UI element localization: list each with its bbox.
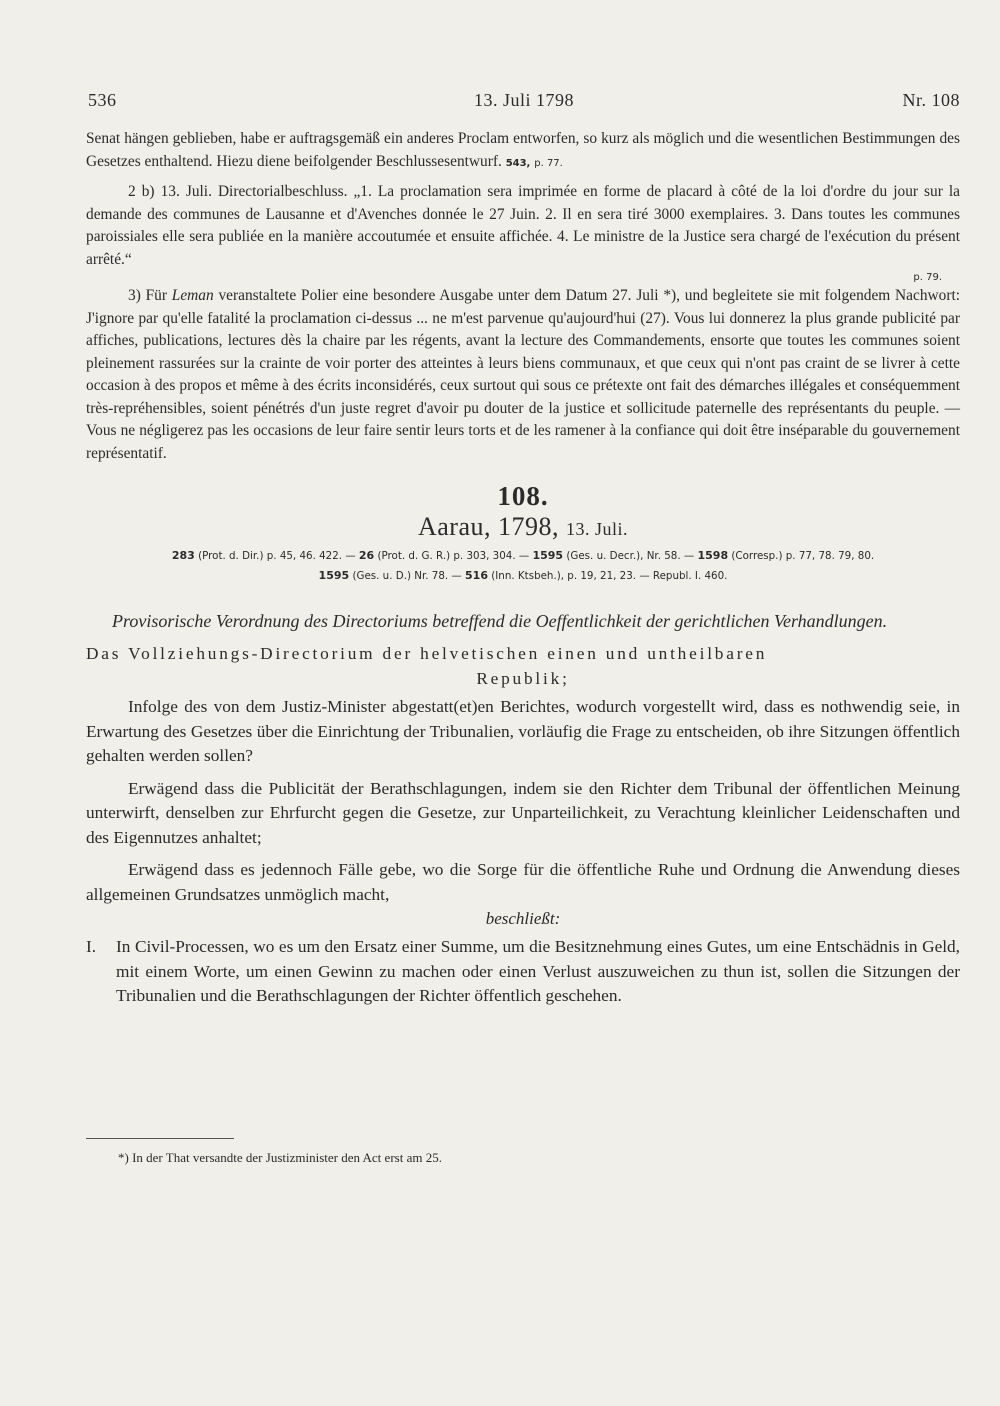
- section-date: 13. Juli.: [566, 519, 629, 539]
- sources2-ref-0-number: 1595: [318, 569, 350, 582]
- leman-italic: Leman: [171, 287, 214, 304]
- article-1-number: I.: [86, 937, 97, 956]
- sources1-ref-0-number: 283: [171, 549, 195, 562]
- article-1-text: In Civil-Processen, wo es um den Ersatz einer Summe, um die Besitznehmung eines Gutes, um eine Entschädnis in Geld, mit einem Worte, um einen Gewinn zu machen oder einen Verlust auszuweichen zu thun ist, sollen die Sitzungen der Tribunalien und die Berathschlagungen der Richter öffentlich geschehen.: [116, 937, 960, 1005]
- sources2-ref-1-number: 516: [465, 569, 488, 582]
- sources1-ref-3-number: 1598: [697, 549, 729, 562]
- source-ref-page: p. 77.: [534, 157, 563, 169]
- section-number: 108.: [497, 481, 549, 511]
- paragraph-directorialbeschluss: 2 b) 13. Juli. Directorialbeschluss. „1. La proclamation sera imprimée en forme de placard à côté de la loi d'ordre du jour sur la demande des communes de Lausanne et d'Avenches donnée le 27 Juin. 2. Il en sera tiré 3000 exemplaires. 3. Dans toutes les communes paroissiales elle sera publiée en la manière accoutumée et ensuite affichée. 4. Le ministre de la Justice sera chargé de l'exécution du présent arrêté.“: [86, 183, 960, 268]
- page-number: 536: [88, 90, 117, 110]
- footnote-divider: [86, 1138, 234, 1139]
- resolves-heading: beschließt:: [485, 909, 561, 928]
- source-ref-p79: p. 79.: [913, 272, 942, 283]
- sources1-ref-0-text: (Prot. d. Dir.) p. 45, 46. 422. —: [194, 550, 359, 562]
- footnote: *) In der That versandte der Justizminister den Act erst am 25.: [118, 1150, 442, 1165]
- paragraph-senat: [86, 128, 960, 175]
- leman-lead: 3) Für: [128, 287, 172, 304]
- document-number: Nr. 108: [902, 90, 960, 110]
- paragraph-senat-text: Senat hängen geblieben, habe er auftragsgemäß ein anderes Proclam entworfen, so kurz als möglich und die wesentlichen Bestimmungen des Gesetzes enthaltend. Hiezu diene beifolgender Beschlussesentwurf.: [86, 130, 960, 170]
- main-text: [86, 128, 960, 1009]
- sources1-ref-2-text: (Ges. u. Decr.), Nr. 58. —: [563, 550, 698, 562]
- sources2-ref-1-text: (Inn. Ktsbeh.), p. 19, 21, 23. — Republ. I. 460.: [487, 570, 728, 582]
- leman-body: veranstaltete Polier eine besondere Ausgabe unter dem Datum 27. Juli *), und begleitete sie mit folgendem Nachwort: J'ignore par qu'elle fatalité la proclamation ci-dessus ... ne m'est parvenue qu'aujourd'hui (27). Vous lui donnerez la plus grande publicité par affiches, publications, lectures dès la chaire par les régents, avant la lecture des Commandements, ensorte que toutes les communes soient pleinement rassurées sur la crainte de voir porter des atteintes à leurs biens communaux, et que ceux qui n'ont pas craint de se livrer à cette occasion à des propos et même à des écrits inconsidérés, ceux surtout qui sous ce prétexte ont fait des démarches illégales et conséquemment très-repréhensibles, soient pénétrés d'un juste regret d'avoir pu douter de la justice et sollicitude paternelle des représentants du peuple. — Vous ne négligerez pas les occasions de leur faire sentir leurs torts et de les ramener à la confiance qui doit être inséparable du gouvernement représentatif.: [86, 287, 960, 462]
- sources-line-1: [86, 546, 960, 566]
- sources1-ref-1-text: (Prot. d. G. R.) p. 303, 304. —: [374, 550, 533, 562]
- paragraph-erwaegend-1: Erwägend dass die Publicität der Berathschlagungen, indem sie den Richter dem Tribunal der öffentlichen Meinung unterwirft, denselben zur Ehrfurcht gegen die Gesetze, zur Unparteilichkeit, zu Verachtung kleinlicher Leidenschaften und des Eigennutzes anhaltet;: [86, 778, 960, 847]
- article-1: [86, 935, 960, 1009]
- sources1-ref-3-text: (Corresp.) p. 77, 78. 79, 80.: [728, 550, 875, 562]
- paragraph-erwaegend-2: Erwägend dass es jedennoch Fälle gebe, wo die Sorge für die öffentliche Ruhe und Ordnung die Anwendung dieses allgemeinen Grundsatzes unmöglich macht,: [86, 860, 960, 904]
- sources-line-2: [86, 566, 960, 586]
- decree-title: Provisorische Verordnung des Directoriums betreffend die Oeffentlichkeit der gerichtlichen Verhandlungen.: [112, 611, 888, 631]
- issuer-line-1: Das Vollziehungs-Directorium der helvetischen einen und untheilbaren: [86, 644, 768, 663]
- running-header: [88, 90, 960, 114]
- issuer-line-2: Republik;: [476, 668, 570, 688]
- sources2-ref-0-text: (Ges. u. D.) Nr. 78. —: [349, 570, 466, 582]
- section-place: Aarau, 1798,: [417, 512, 559, 541]
- sources1-ref-1-number: 26: [358, 549, 375, 562]
- paragraph-infolge: Infolge des von dem Justiz-Minister abgestatt(et)en Berichtes, wodurch vorgestellt wird, dass es nothwendig seie, in Erwartung des Gesetzes über die Einrichtung der Tribunalien, vorläufig die Frage zu entscheiden, ob ihre Sitzungen öffentlich gehalten werden sollen?: [86, 697, 960, 765]
- source-ref-number: 543,: [505, 157, 531, 169]
- header-date: 13. Juli 1798: [473, 90, 574, 110]
- sources1-ref-2-number: 1595: [532, 549, 564, 562]
- paragraph-leman: [86, 285, 960, 465]
- section-place-date: [86, 512, 960, 542]
